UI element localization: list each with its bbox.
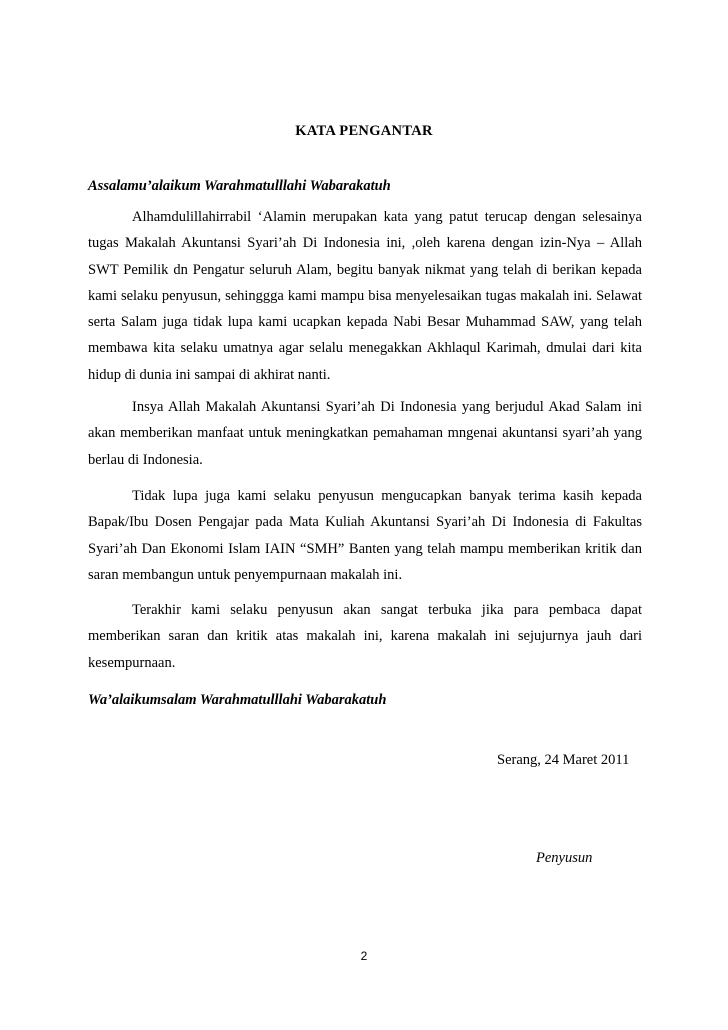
paragraph-2: Insya Allah Makalah Akuntansi Syari’ah Di Indonesia yang berjudul Akad Salam ini akan memberikan manfaat untuk meningkatkan pemahaman mngenai akuntansi syari’ah yang berlau di Indonesia. — [88, 399, 642, 468]
page-title: KATA PENGANTAR — [295, 123, 433, 139]
opening-greeting: Assalamu’alaikum Warahmatulllahi Wabarakatuh — [88, 178, 391, 194]
paragraph-1: Alhamdulillahirrabil ‘Alamin merupakan kata yang patut terucap dengan selesainya tugas Makalah Akuntansi Syari’ah Di Indonesia ini, ,oleh karena dengan izin-Nya – Allah SWT Pemilik dn Pengatur seluruh Alam, begitu banyak nikmat yang telah di berikan kepada kami selaku penyusun, sehinggga kami mampu bisa menyelesaikan tugas makalah ini. Selawat serta Salam juga tidak lupa kami ucapkan kepada Nabi Besar Muhammad SAW, yang telah membawa kita selaku umatnya agar selalu menegakkan Akhlaqul Karimah, dmulai dari kita hidup di dunia ini sampai di akhirat nanti. — [88, 209, 642, 383]
author-signature: Penyusun — [536, 850, 593, 866]
paragraph-4: Terakhir kami selaku penyusun akan sangat terbuka jika para pembaca dapat memberikan saran dan kritik atas makalah ini, karena makalah ini sejujurnya jauh dari kesempurnaan. — [88, 602, 642, 671]
page-number: 2 — [360, 949, 368, 963]
paragraph-3: Tidak lupa juga kami selaku penyusun mengucapkan banyak terima kasih kepada Bapak/Ibu Dosen Pengajar pada Mata Kuliah Akuntansi Syari’ah Di Indonesia di Fakultas Syari’ah Dan Ekonomi Islam IAIN “SMH” Banten yang telah mampu memberikan kritik dan saran membangun untuk penyempurnaan makalah ini. — [88, 488, 642, 583]
place-date: Serang, 24 Maret 2011 — [497, 752, 630, 768]
closing-greeting: Wa’alaikumsalam Warahmatulllahi Wabarakatuh — [88, 692, 387, 708]
